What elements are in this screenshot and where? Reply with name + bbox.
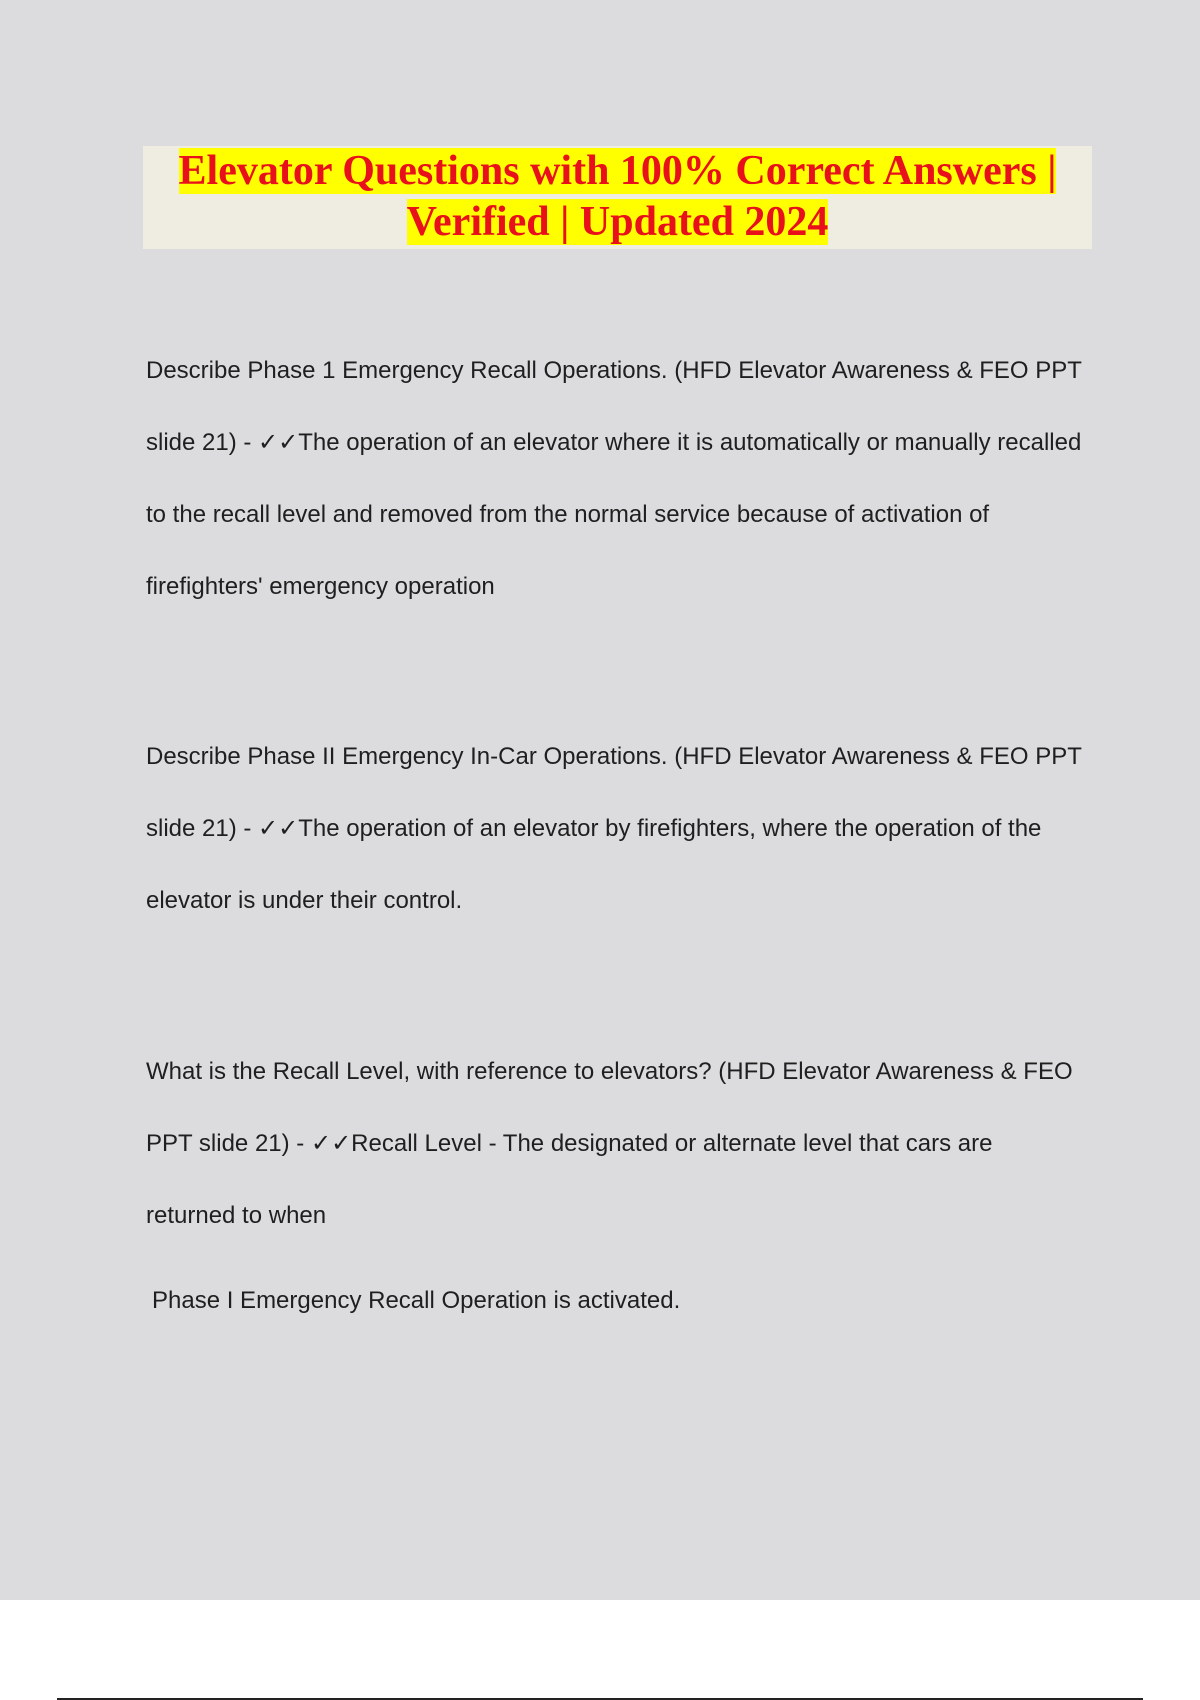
qa-item-2: [146, 721, 1086, 937]
answer-text: The operation of an elevator where it is automatically or manually recalled to the recall level and removed from the normal service because of activation of firefighters' emergency operation: [146, 429, 1082, 600]
title-line-1: Elevator Questions with 100% Correct Answers |: [178, 148, 1057, 194]
document-title: [143, 146, 1092, 249]
qa-item-3: [146, 1036, 1086, 1252]
question-text: Describe Phase II Emergency In-Car Operations. (HFD Elevator Awareness & FEO PPT slide 21) -: [146, 743, 1082, 842]
check-mark-icon: ✓✓: [310, 1130, 352, 1157]
answer-text: The operation of an elevator by firefighters, where the operation of the elevator is under their control.: [146, 815, 1042, 914]
answer-continuation: Phase I Emergency Recall Operation is activated.: [152, 1287, 681, 1314]
check-mark-icon: ✓✓: [258, 429, 299, 456]
qa-item-1: [146, 335, 1086, 623]
question-text: What is the Recall Level, with reference to elevators? (HFD Elevator Awareness & FEO PPT slide 21) -: [146, 1058, 1073, 1157]
check-mark-icon: ✓✓: [258, 815, 299, 842]
title-line-2: Verified | Updated 2024: [406, 199, 829, 245]
question-text: Describe Phase 1 Emergency Recall Operations. (HFD Elevator Awareness & FEO PPT slide 21) -: [146, 357, 1082, 456]
answer-text: Recall Level - The designated or alternate level that cars are returned to when: [146, 1130, 993, 1229]
